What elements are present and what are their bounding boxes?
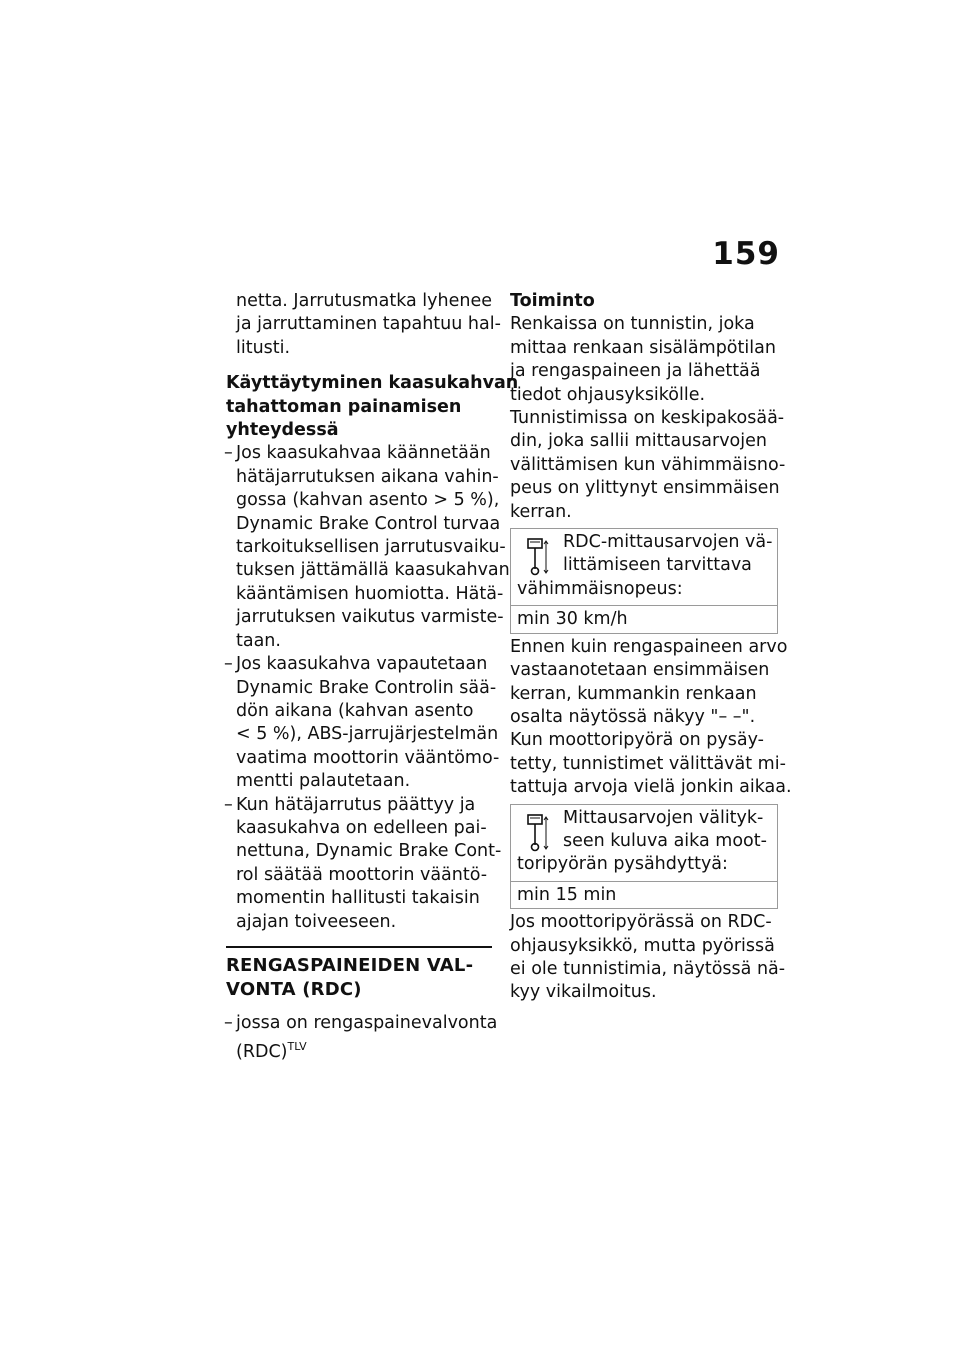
text-line: Dynamic Brake Controlin sää- [236,677,497,698]
text-line: vähimmäisnopeus: [517,578,683,599]
text-line: tarkoituksellisen jarrutusvaiku- [236,537,506,558]
info-box-min-speed [510,528,778,634]
text-line: RDC-mittausarvojen vä- [563,532,773,553]
intro-paragraph [226,290,501,360]
paragraph-3 [510,636,792,800]
text-line: Kun moottoripyörä on pysäy- [510,730,764,751]
text-line: hätäjarrutuksen aikana vahin- [236,466,499,487]
heading-line: Käyttäytyminen kaasukahvan [226,373,519,394]
dash-bullet: – [224,654,233,675]
text-line: tattuja arvoja vielä jonkin aikaa. [510,777,792,798]
text-line: mittaa renkaan sisälämpötilan [510,337,776,358]
text-line: Jos kaasukahva vapautetaan [236,654,488,675]
bullet-item-rdc [224,1012,498,1065]
text-line: vaatima moottorin vääntömo- [236,747,500,768]
text-line: littämiseen tarvittava [563,555,752,576]
paragraph-2 [510,407,786,524]
text-line: Dynamic Brake Control turvaa [236,513,501,534]
section-title [226,954,492,1002]
heading-line: tahattoman painamisen [226,396,462,417]
text-line: kaasukahva on edelleen pai- [236,817,487,838]
info-box-transmit-time [510,804,778,910]
text-line: ja jarruttaminen tapahtuu hal- [236,314,501,335]
text-line: Jos moottoripyörässä on RDC- [510,912,772,933]
text-line: ohjausyksikkö, mutta pyörissä [510,935,775,956]
text-line: taan. [236,630,281,651]
piston-icon [527,813,549,853]
bullet-item-3 [224,794,502,934]
text-line: ja rengaspaineen ja lähettää [510,361,761,382]
info-box-value: min 30 km/h [511,605,777,632]
dash-bullet: – [224,794,233,815]
text-line: kerran, kummankin renkaan [510,683,757,704]
text-line: mentti palautetaan. [236,771,411,792]
text-line: Renkaissa on tunnistin, joka [510,314,755,335]
paragraph-1 [510,313,778,407]
text-line: gossa (kahvan asento > 5 %), [236,490,500,511]
text-line: kääntämisen huomiotta. Hätä- [236,583,504,604]
text-line: toripyörän pysähdyttyä: [517,854,728,875]
info-box-value: min 15 min [511,881,777,908]
text-line: tuksen jättämällä kaasukahvan [236,560,510,581]
text-line: rol säätää moottorin vääntö- [236,864,488,885]
text-line: osalta näytössä näkyy "– –". [510,706,756,727]
subheading-function: Toiminto [510,291,595,311]
section-title-line: VONTA (RDC) [226,978,362,1000]
text-line: nettuna, Dynamic Brake Cont- [236,841,502,862]
section-title-line: RENGASPAINEIDEN VAL- [226,954,474,976]
text-line: jossa on rengaspainevalvonta [236,1012,498,1033]
text-line: ajajan toiveeseen. [236,911,397,932]
text-line: kerran. [510,501,572,522]
text-line: Mittausarvojen välityk- [563,807,764,828]
page-number: 159 [712,236,780,272]
text-line: ei ole tunnistimia, näytössä nä- [510,958,786,979]
text-line: kyy vikailmoitus. [510,982,657,1003]
text-line: tiedot ohjausyksikölle. [510,384,706,405]
text-line: < 5 %), ABS-jarrujärjestelmän [236,724,499,745]
text-line: välittämisen kun vähimmäisno- [510,454,786,475]
dash-bullet: – [224,443,233,464]
text-line: tetty, tunnistimet välittävät mi- [510,753,786,774]
text-line: seen kuluva aika moot- [563,830,767,851]
text-line: Ennen kuin rengaspaineen arvo [510,636,788,657]
text-line: Jos kaasukahvaa käännetään [236,443,491,464]
text-line: litusti. [236,337,291,358]
text-line: din, joka sallii mittausarvojen [510,431,767,452]
text-line: Tunnistimissa on keskipakosää- [510,408,785,429]
subheading-throttle [226,372,519,442]
piston-icon [527,537,549,577]
text-line: peus on ylittynyt ensimmäisen [510,478,780,499]
bullet-item-1 [224,442,510,653]
bullet-item-2 [224,653,500,793]
optional-equipment-mark: TLV [287,1040,307,1054]
right-column [510,290,792,1005]
paragraph-4 [510,911,786,1005]
text-line: dön aikana (kahvan asento [236,700,474,721]
text-line: jarrutuksen vaikutus varmiste- [236,607,504,628]
heading-line: yhteydessä [226,420,339,441]
dash-bullet: – [224,1012,233,1033]
text-line: (RDC) [236,1042,288,1063]
section-rdc [224,946,498,1065]
text-line: momentin hallitusti takaisin [236,888,480,909]
text-line: netta. Jarrutusmatka lyhenee [236,291,493,311]
text-line: Kun hätäjarrutus päättyy ja [236,794,476,815]
left-column [224,290,519,1065]
text-line: vastaanotetaan ensimmäisen [510,660,770,681]
